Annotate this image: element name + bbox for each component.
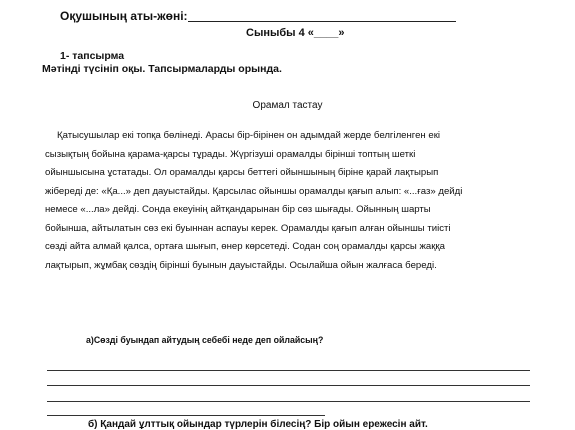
text-line: сызықтың бойына қарама-қарсы тұрады. Жүргізуші орамалды бірінші топтың шеткі xyxy=(45,148,416,160)
question-a: а)Сөзді буындап айтудың себебі неде деп ойлайсың? xyxy=(86,335,324,345)
answer-line[interactable] xyxy=(47,370,530,371)
reading-text xyxy=(45,127,525,275)
text-line: ойыншысына ұстатады. Ол орамалды қарсы беттегі ойыншының біріне қарай лақтырып xyxy=(45,167,439,178)
task-instruction: Мәтінді түсініп оқы. Тапсырмаларды орында. xyxy=(42,63,282,75)
text-line: сөзді айта алмай қалса, ортаға шығып, өнер көрсетеді. Содан соң орамалды қарсы жаққа xyxy=(45,241,445,252)
task-number: 1- тапсырма xyxy=(60,50,125,62)
text-line: бойынша, айтылатын сөз екі буыннан аспауы керек. Орамалды қағып алған ойыншы тиісті xyxy=(45,222,451,234)
text-title: Орамал тастау xyxy=(252,100,323,111)
answer-line[interactable] xyxy=(47,415,325,416)
grade-label: Сыныбы 4 «____» xyxy=(246,27,345,39)
answer-line[interactable] xyxy=(47,401,530,402)
text-line: Қатысушылар екі топқа бөлінеді. Арасы бір-бірінен он адымдай жерде белгіленген екі xyxy=(57,130,441,141)
question-b: б) Қандай ұлттық ойындар түрлерін білесің? Бір ойын ережесін айт. xyxy=(88,419,428,430)
text-line: жібереді де: «Қа...» деп дауыстайды. Қарсылас ойыншы орамалды қағып алып: «...ғаз» дейді xyxy=(45,185,463,197)
answer-line[interactable] xyxy=(47,385,530,386)
text-line: немесе «...ла» дейді. Сонда екеуінің айтқандарынан бір сөз шығады. Ойынның шарты xyxy=(45,204,431,215)
student-name-line xyxy=(188,21,456,22)
student-name-label: Оқушының аты-жөні: xyxy=(60,9,188,23)
text-line: лақтырып, жұмбақ сөздің бірінші буынын дауыстайды. Осылайша ойын жалғаса береді. xyxy=(45,259,437,271)
